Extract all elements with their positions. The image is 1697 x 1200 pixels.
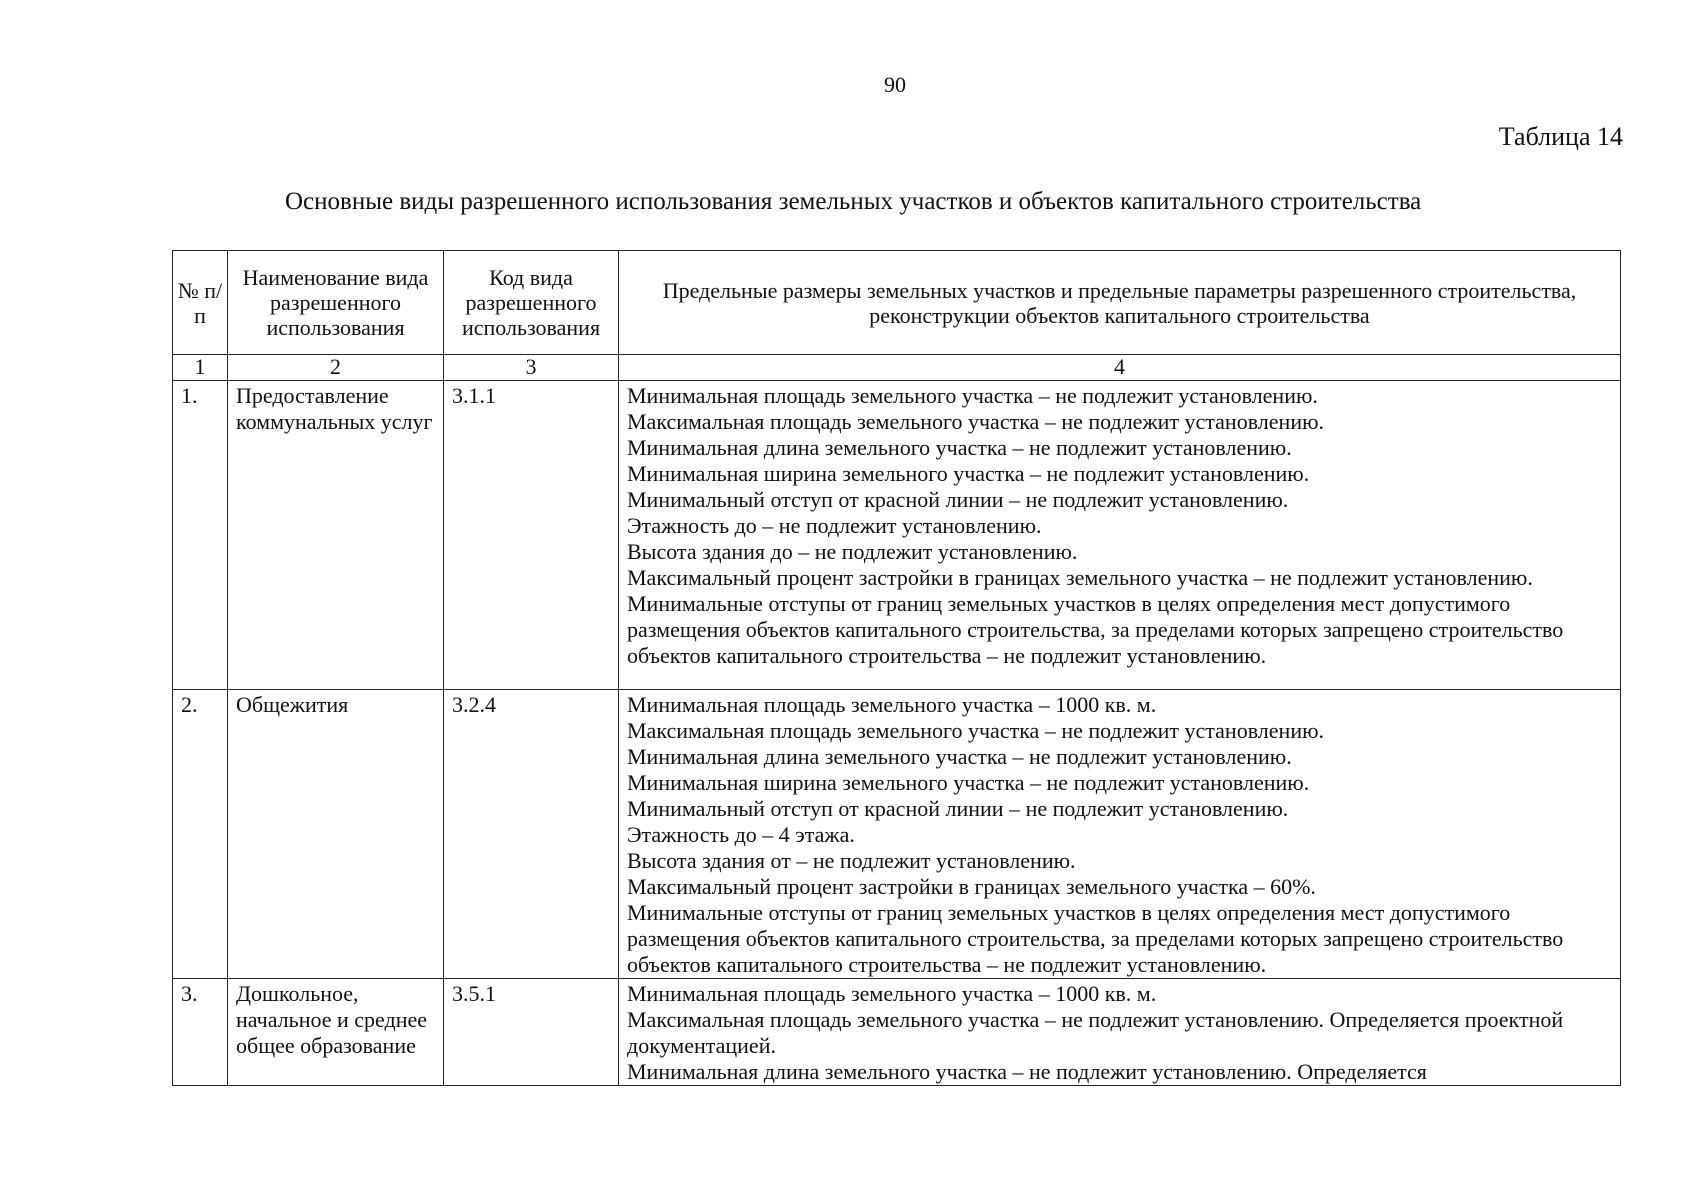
- use-name: Предоставление коммунальных услуг: [228, 381, 444, 690]
- header-use-code: Код вида разрешенного использования: [444, 251, 619, 355]
- land-use-table: [172, 250, 1621, 1086]
- parameter-line: Минимальная длина земельного участка – не подлежит установлению. Определяется: [627, 1059, 1427, 1084]
- parameter-line: Минимальные отступы от границ земельных участков в целях определения мест допустимого размещения объектов капитального строительства, за пределами которых запрещено строительство объектов капитального строительства – не подлежит установлению.: [627, 591, 1564, 668]
- parameter-line: Минимальная площадь земельного участка – не подлежит установлению.: [627, 383, 1318, 408]
- parameter-line: Высота здания от – не подлежит установлению.: [627, 848, 1076, 873]
- table-label: Таблица 14: [1498, 122, 1623, 151]
- parameter-line: Минимальный отступ от красной линии – не подлежит установлению.: [627, 796, 1289, 821]
- parameter-line: Максимальная площадь земельного участка – не подлежит установлению.: [627, 718, 1325, 743]
- parameter-line: Максимальная площадь земельного участка – не подлежит установлению.: [627, 409, 1325, 434]
- header-number: № п/п: [173, 251, 228, 355]
- table-row: [173, 690, 1621, 979]
- parameter-line: Высота здания до – не подлежит установлению.: [627, 539, 1078, 564]
- use-name: Общежития: [228, 690, 444, 979]
- parameter-line: Минимальная длина земельного участка – не подлежит установлению.: [627, 435, 1292, 460]
- parameter-line: Минимальный отступ от красной линии – не подлежит установлению.: [627, 487, 1289, 512]
- column-number: 3: [444, 355, 619, 381]
- use-name: Дошкольное, начальное и среднее общее образование: [228, 979, 444, 1086]
- row-number: 3.: [173, 979, 228, 1086]
- use-code: 3.1.1: [444, 381, 619, 690]
- page-number: 90: [884, 72, 906, 97]
- parameter-line: Этажность до – не подлежит установлению.: [627, 513, 1042, 538]
- parameter-line: Минимальная площадь земельного участка – 1000 кв. м.: [627, 692, 1157, 717]
- document-title: Основные виды разрешенного использования земельных участков и объектов капитального строительства: [285, 188, 1422, 215]
- parameters-cell: [619, 979, 1621, 1086]
- use-code: 3.5.1: [444, 979, 619, 1086]
- parameter-line: Минимальная длина земельного участка – не подлежит установлению.: [627, 744, 1292, 769]
- parameters-cell: [619, 381, 1621, 690]
- column-number: 2: [228, 355, 444, 381]
- parameter-line: Минимальная площадь земельного участка – 1000 кв. м.: [627, 981, 1157, 1006]
- parameter-line: Минимальная ширина земельного участка – не подлежит установлению.: [627, 461, 1310, 486]
- header-use-name: Наименование вида разрешенного использования: [228, 251, 444, 355]
- parameter-line: Минимальная ширина земельного участка – не подлежит установлению.: [627, 770, 1310, 795]
- parameter-line: Максимальный процент застройки в границах земельного участка – 60%.: [627, 874, 1316, 899]
- column-number: 4: [619, 355, 1621, 381]
- parameters-cell: [619, 690, 1621, 979]
- parameter-line: Максимальный процент застройки в границах земельного участка – не подлежит установлению.: [627, 565, 1533, 590]
- table-row: [173, 979, 1621, 1086]
- row-number: 2.: [173, 690, 228, 979]
- parameter-line: Этажность до – 4 этажа.: [627, 822, 855, 847]
- use-code: 3.2.4: [444, 690, 619, 979]
- column-number: 1: [173, 355, 228, 381]
- table-header-row: [173, 251, 1621, 355]
- parameter-line: Максимальная площадь земельного участка – не подлежит установлению. Определяется проектной документацией.: [627, 1007, 1564, 1058]
- column-numbers-row: [173, 355, 1621, 381]
- row-number: 1.: [173, 381, 228, 690]
- header-parameters: Предельные размеры земельных участков и предельные параметры разрешенного строительства, реконструкции объектов капитального строительства: [619, 251, 1621, 355]
- table-row: [173, 381, 1621, 690]
- parameter-line: Минимальные отступы от границ земельных участков в целях определения мест допустимого размещения объектов капитального строительства, за пределами которых запрещено строительство объектов капитального строительства – не подлежит установлению.: [627, 900, 1564, 977]
